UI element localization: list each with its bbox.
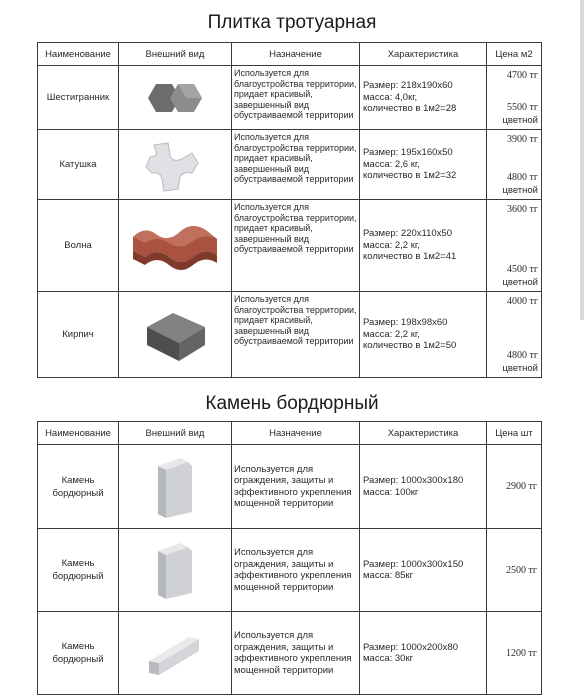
product-purpose: Используется для ограждения, защиты и эффективного укрепления мощенной территории — [232, 529, 360, 612]
product-purpose: Используется для благоустройства территории, придает красивый, завершенный вид обустраиваемой территории — [232, 200, 360, 292]
product-price: 2500 тг — [487, 529, 542, 612]
product-image-hexagon — [119, 66, 232, 130]
product-name: Кирпич — [38, 292, 119, 378]
header-purpose: Назначение — [232, 422, 360, 445]
header-name: Наименование — [38, 422, 119, 445]
product-purpose: Используется для ограждения, защиты и эффективного укрепления мощенной территории — [232, 612, 360, 695]
product-name: Волна — [38, 200, 119, 292]
product-specs: Размер: 1000х200х80 масса: 30кг — [360, 612, 487, 695]
curb-stone-table — [37, 421, 542, 695]
header-appearance: Внешний вид — [119, 43, 232, 66]
header-specs: Характеристика — [360, 43, 487, 66]
header-specs: Характеристика — [360, 422, 487, 445]
product-name: Камень бордюрный — [38, 612, 119, 695]
paving-tiles-table — [37, 42, 542, 378]
header-appearance: Внешний вид — [119, 422, 232, 445]
product-purpose: Используется для ограждения, защиты и эффективного укрепления мощенной территории — [232, 445, 360, 529]
product-price: 3900 тг 4800 тг цветной — [487, 130, 542, 200]
table-row — [38, 445, 542, 529]
table-row — [38, 612, 542, 695]
product-specs: Размер: 1000х300х180 масса: 100кг — [360, 445, 487, 529]
product-price: 1200 тг — [487, 612, 542, 695]
product-purpose: Используется для благоустройства территории, придает красивый, завершенный вид обустраиваемой территории — [232, 292, 360, 378]
table-row — [38, 529, 542, 612]
product-price: 4000 тг 4800 тг цветной — [487, 292, 542, 378]
product-name: Катушка — [38, 130, 119, 200]
table-header-row — [38, 43, 542, 66]
product-image-curb-small — [119, 612, 232, 695]
product-image-curb-large — [119, 445, 232, 529]
product-purpose: Используется для благоустройства территории, придает красивый, завершенный вид обустраиваемой территории — [232, 66, 360, 130]
product-purpose: Используется для благоустройства территории, придает красивый, завершенный вид обустраиваемой территории — [232, 130, 360, 200]
product-specs: Размер: 198х98х60 масса: 2,2 кг, количество в 1м2=50 — [360, 292, 487, 378]
product-image-brick — [119, 292, 232, 378]
product-name: Шестигранник — [38, 66, 119, 130]
table-row — [38, 292, 542, 378]
product-name: Камень бордюрный — [38, 529, 119, 612]
product-specs: Размер: 218х190х60 масса: 4,0кг, количество в 1м2=28 — [360, 66, 487, 130]
product-price: 2900 тг — [487, 445, 542, 529]
section-title-paving-tiles: Плитка тротуарная — [207, 12, 377, 33]
product-image-bobbin — [119, 130, 232, 200]
table-row — [38, 66, 542, 130]
product-price: 4700 тг 5500 тг цветной — [487, 66, 542, 130]
scrollbar[interactable] — [580, 0, 584, 320]
header-purpose: Назначение — [232, 43, 360, 66]
product-image-wave — [119, 200, 232, 292]
header-price: Цена шт — [487, 422, 542, 445]
table-header-row — [38, 422, 542, 445]
product-specs: Размер: 220х110х50 масса: 2,2 кг, количество в 1м2=41 — [360, 200, 487, 292]
product-price: 3600 тг 4500 тг цветной — [487, 200, 542, 292]
product-specs: Размер: 195х160х50 масса: 2,6 кг, количество в 1м2=32 — [360, 130, 487, 200]
product-name: Камень бордюрный — [38, 445, 119, 529]
table-row — [38, 200, 542, 292]
product-specs: Размер: 1000х300х150 масса: 85кг — [360, 529, 487, 612]
header-name: Наименование — [38, 43, 119, 66]
section-title-curb-stone: Камень бордюрный — [205, 393, 379, 414]
table-row — [38, 130, 542, 200]
product-image-curb-medium — [119, 529, 232, 612]
header-price: Цена м2 — [487, 43, 542, 66]
